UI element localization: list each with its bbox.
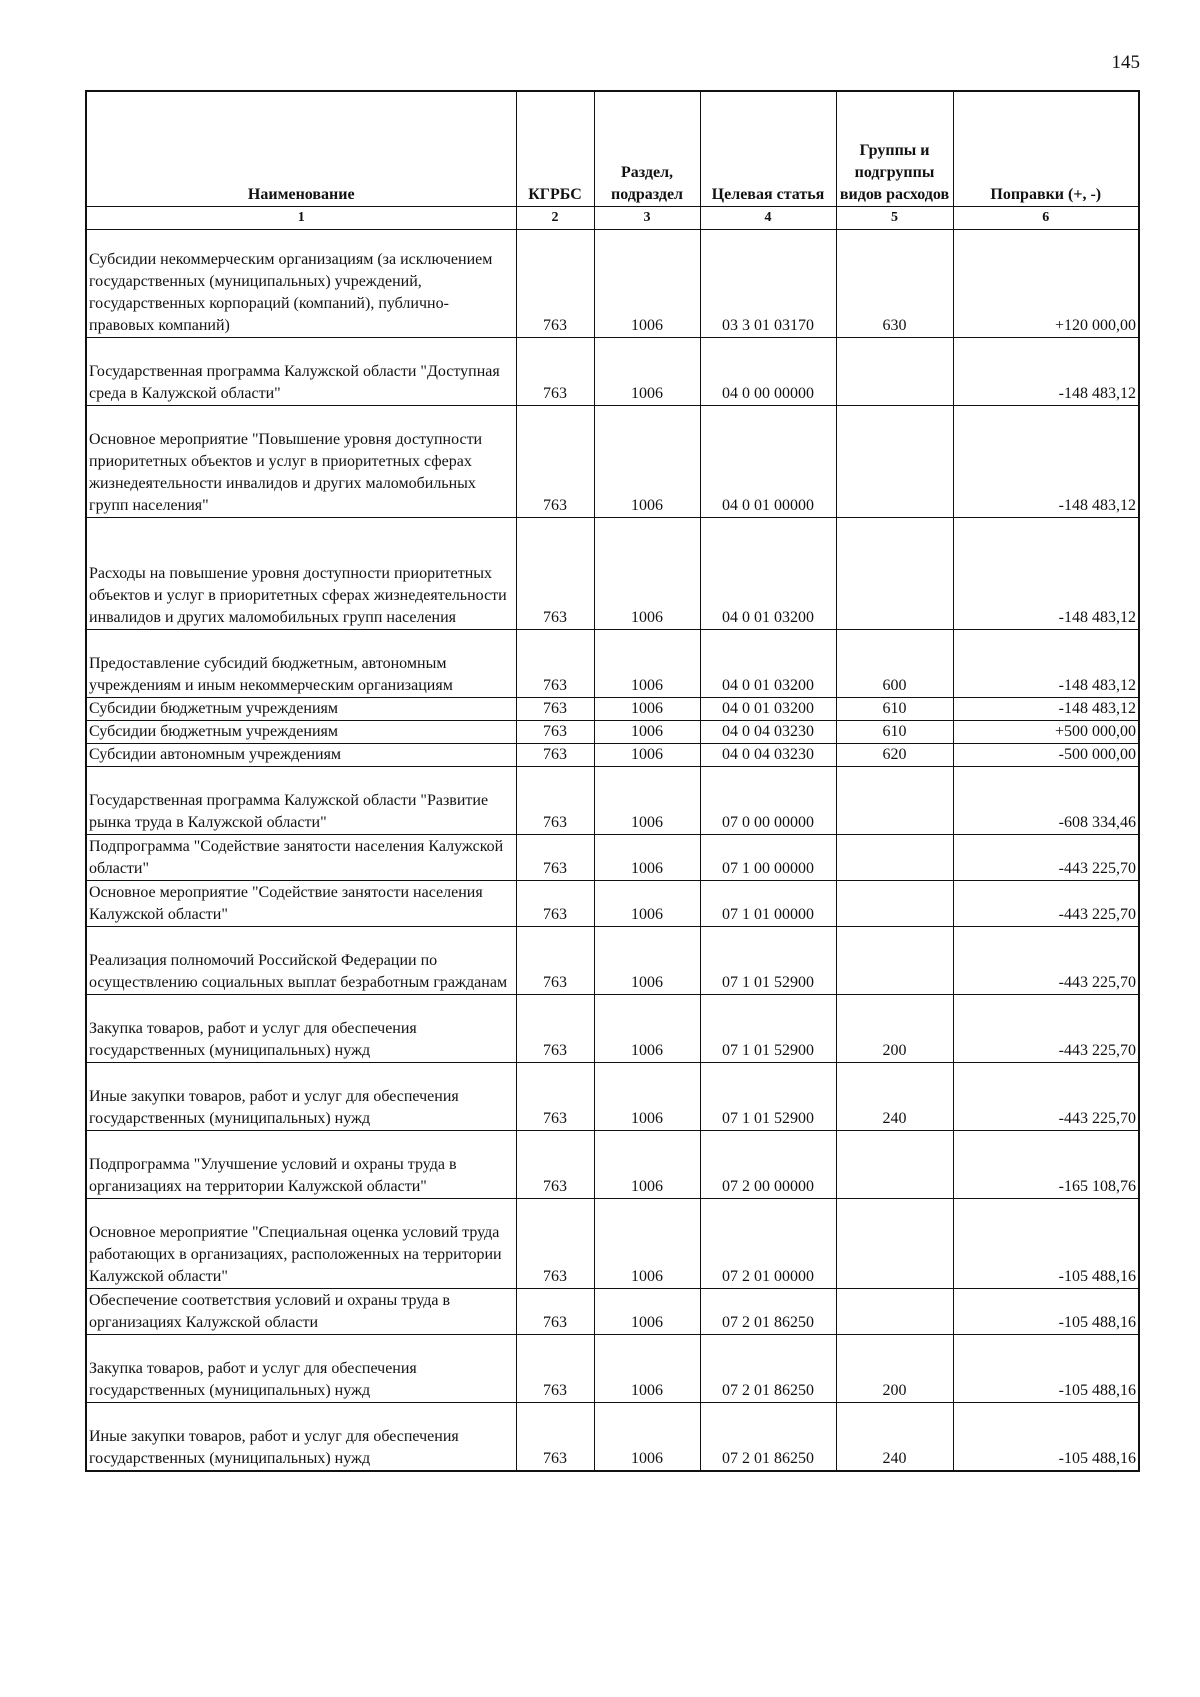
row-kgrbs: 763 [516,721,594,744]
row-kgrbs: 763 [516,230,594,338]
row-amount: -105 488,16 [953,1403,1139,1471]
row-section: 1006 [594,744,700,767]
row-group: 610 [836,721,953,744]
row-target: 07 1 00 00000 [700,835,836,881]
row-section: 1006 [594,767,700,835]
page-number: 145 [1111,52,1140,73]
row-group: 630 [836,230,953,338]
row-group [836,1199,953,1289]
row-kgrbs: 763 [516,927,594,995]
table-row [86,630,1139,698]
row-kgrbs: 763 [516,1199,594,1289]
header-groups: Группы и подгруппы видов расходов [836,91,953,207]
row-target: 04 0 00 00000 [700,338,836,406]
table-row [86,1335,1139,1403]
row-amount: -443 225,70 [953,995,1139,1063]
row-amount: -443 225,70 [953,927,1139,995]
row-target: 07 1 01 00000 [700,881,836,927]
row-section: 1006 [594,881,700,927]
row-name: Обеспечение соответствия условий и охраны труда в организациях Калужской области [86,1289,516,1335]
row-kgrbs: 763 [516,698,594,721]
row-kgrbs: 763 [516,995,594,1063]
row-name: Субсидии бюджетным учреждениям [86,698,516,721]
column-number: 3 [594,207,700,230]
row-amount: -443 225,70 [953,881,1139,927]
row-section: 1006 [594,721,700,744]
table-row [86,835,1139,881]
row-target: 07 0 00 00000 [700,767,836,835]
row-group [836,518,953,630]
row-amount: -105 488,16 [953,1289,1139,1335]
row-target: 04 0 01 03200 [700,518,836,630]
row-group [836,881,953,927]
row-group [836,406,953,518]
row-kgrbs: 763 [516,518,594,630]
row-group: 610 [836,698,953,721]
row-kgrbs: 763 [516,835,594,881]
row-name: Основное мероприятие "Повышение уровня доступности приоритетных объектов и услуг в приоритетных сферах жизнедеятельности инвалидов и других маломобильных групп населения" [86,406,516,518]
row-kgrbs: 763 [516,338,594,406]
row-kgrbs: 763 [516,406,594,518]
row-group: 240 [836,1063,953,1131]
row-group [836,767,953,835]
row-amount: -148 483,12 [953,338,1139,406]
row-amount: -148 483,12 [953,630,1139,698]
column-number: 6 [953,207,1139,230]
row-group [836,338,953,406]
row-section: 1006 [594,1063,700,1131]
row-group: 620 [836,744,953,767]
row-kgrbs: 763 [516,1131,594,1199]
table-row [86,767,1139,835]
row-target: 07 2 01 86250 [700,1289,836,1335]
row-kgrbs: 763 [516,1289,594,1335]
column-number: 2 [516,207,594,230]
row-name: Иные закупки товаров, работ и услуг для обеспечения государственных (муниципальных) нужд [86,1063,516,1131]
header-name: Наименование [86,91,516,207]
row-section: 1006 [594,1335,700,1403]
table-row [86,1063,1139,1131]
row-name: Государственная программа Калужской области "Доступная среда в Калужской области" [86,338,516,406]
table-row [86,744,1139,767]
row-amount: -105 488,16 [953,1335,1139,1403]
row-amount: -443 225,70 [953,835,1139,881]
row-target: 07 2 01 00000 [700,1199,836,1289]
row-section: 1006 [594,1403,700,1471]
row-kgrbs: 763 [516,767,594,835]
row-section: 1006 [594,518,700,630]
row-target: 04 0 04 03230 [700,721,836,744]
row-target: 03 3 01 03170 [700,230,836,338]
row-group [836,835,953,881]
row-name: Государственная программа Калужской области "Развитие рынка труда в Калужской области" [86,767,516,835]
row-name: Закупка товаров, работ и услуг для обеспечения государственных (муниципальных) нужд [86,995,516,1063]
row-name: Субсидии автономным учреждениям [86,744,516,767]
header-row [86,91,1139,207]
row-name: Субсидии некоммерческим организациям (за исключением государственных (муниципальных) учреждений, государственных корпораций (компаний), публично-правовых компаний) [86,230,516,338]
row-kgrbs: 763 [516,744,594,767]
row-target: 07 1 01 52900 [700,995,836,1063]
header-kgrbs: КГРБС [516,91,594,207]
table-body [86,230,1139,1471]
table-row [86,698,1139,721]
header-amendments: Поправки (+, -) [953,91,1139,207]
row-kgrbs: 763 [516,881,594,927]
row-target: 04 0 01 03200 [700,630,836,698]
row-group [836,927,953,995]
row-amount: -165 108,76 [953,1131,1139,1199]
row-amount: -148 483,12 [953,406,1139,518]
row-target: 04 0 01 00000 [700,406,836,518]
row-amount: +500 000,00 [953,721,1139,744]
row-section: 1006 [594,338,700,406]
table-row [86,1199,1139,1289]
column-number-row [86,207,1139,230]
row-amount: -608 334,46 [953,767,1139,835]
row-amount: -148 483,12 [953,698,1139,721]
row-target: 07 2 01 86250 [700,1403,836,1471]
row-target: 04 0 04 03230 [700,744,836,767]
header-target: Целевая статья [700,91,836,207]
row-group: 200 [836,1335,953,1403]
row-section: 1006 [594,835,700,881]
row-target: 07 2 01 86250 [700,1335,836,1403]
row-section: 1006 [594,698,700,721]
table-row [86,1289,1139,1335]
row-name: Реализация полномочий Российской Федерации по осуществлению социальных выплат безработным гражданам [86,927,516,995]
row-name: Субсидии бюджетным учреждениям [86,721,516,744]
table-row [86,338,1139,406]
row-section: 1006 [594,230,700,338]
row-name: Расходы на повышение уровня доступности приоритетных объектов и услуг в приоритетных сферах жизнедеятельности инвалидов и других маломобильных групп населения [86,518,516,630]
row-amount: -443 225,70 [953,1063,1139,1131]
row-section: 1006 [594,995,700,1063]
row-group: 600 [836,630,953,698]
row-group: 200 [836,995,953,1063]
row-amount: -105 488,16 [953,1199,1139,1289]
row-section: 1006 [594,1199,700,1289]
row-name: Основное мероприятие "Специальная оценка условий труда работающих в организациях, расположенных на территории Калужской области" [86,1199,516,1289]
row-kgrbs: 763 [516,630,594,698]
row-name: Предоставление субсидий бюджетным, автономным учреждениям и иным некоммерческим организациям [86,630,516,698]
row-target: 04 0 01 03200 [700,698,836,721]
row-target: 07 1 01 52900 [700,927,836,995]
row-group: 240 [836,1403,953,1471]
row-target: 07 2 00 00000 [700,1131,836,1199]
table-row [86,230,1139,338]
row-target: 07 1 01 52900 [700,1063,836,1131]
table-row [86,1403,1139,1471]
table-row [86,721,1139,744]
row-kgrbs: 763 [516,1063,594,1131]
header-section: Раздел, подраздел [594,91,700,207]
row-section: 1006 [594,406,700,518]
row-group [836,1289,953,1335]
row-name: Закупка товаров, работ и услуг для обеспечения государственных (муниципальных) нужд [86,1335,516,1403]
budget-amendments-table [85,90,1140,1472]
row-amount: -148 483,12 [953,518,1139,630]
row-section: 1006 [594,1289,700,1335]
table-row [86,406,1139,518]
row-name: Подпрограмма "Содействие занятости населения Калужской области" [86,835,516,881]
row-amount: +120 000,00 [953,230,1139,338]
row-section: 1006 [594,630,700,698]
row-kgrbs: 763 [516,1403,594,1471]
row-amount: -500 000,00 [953,744,1139,767]
row-section: 1006 [594,1131,700,1199]
table-row [86,1131,1139,1199]
row-name: Основное мероприятие "Содействие занятости населения Калужской области" [86,881,516,927]
table-row [86,927,1139,995]
column-number: 1 [86,207,516,230]
row-group [836,1131,953,1199]
table-row [86,995,1139,1063]
table-row [86,881,1139,927]
column-number: 5 [836,207,953,230]
row-kgrbs: 763 [516,1335,594,1403]
column-number: 4 [700,207,836,230]
row-name: Подпрограмма "Улучшение условий и охраны труда в организациях на территории Калужской области" [86,1131,516,1199]
row-name: Иные закупки товаров, работ и услуг для обеспечения государственных (муниципальных) нужд [86,1403,516,1471]
table-row [86,518,1139,630]
row-section: 1006 [594,927,700,995]
